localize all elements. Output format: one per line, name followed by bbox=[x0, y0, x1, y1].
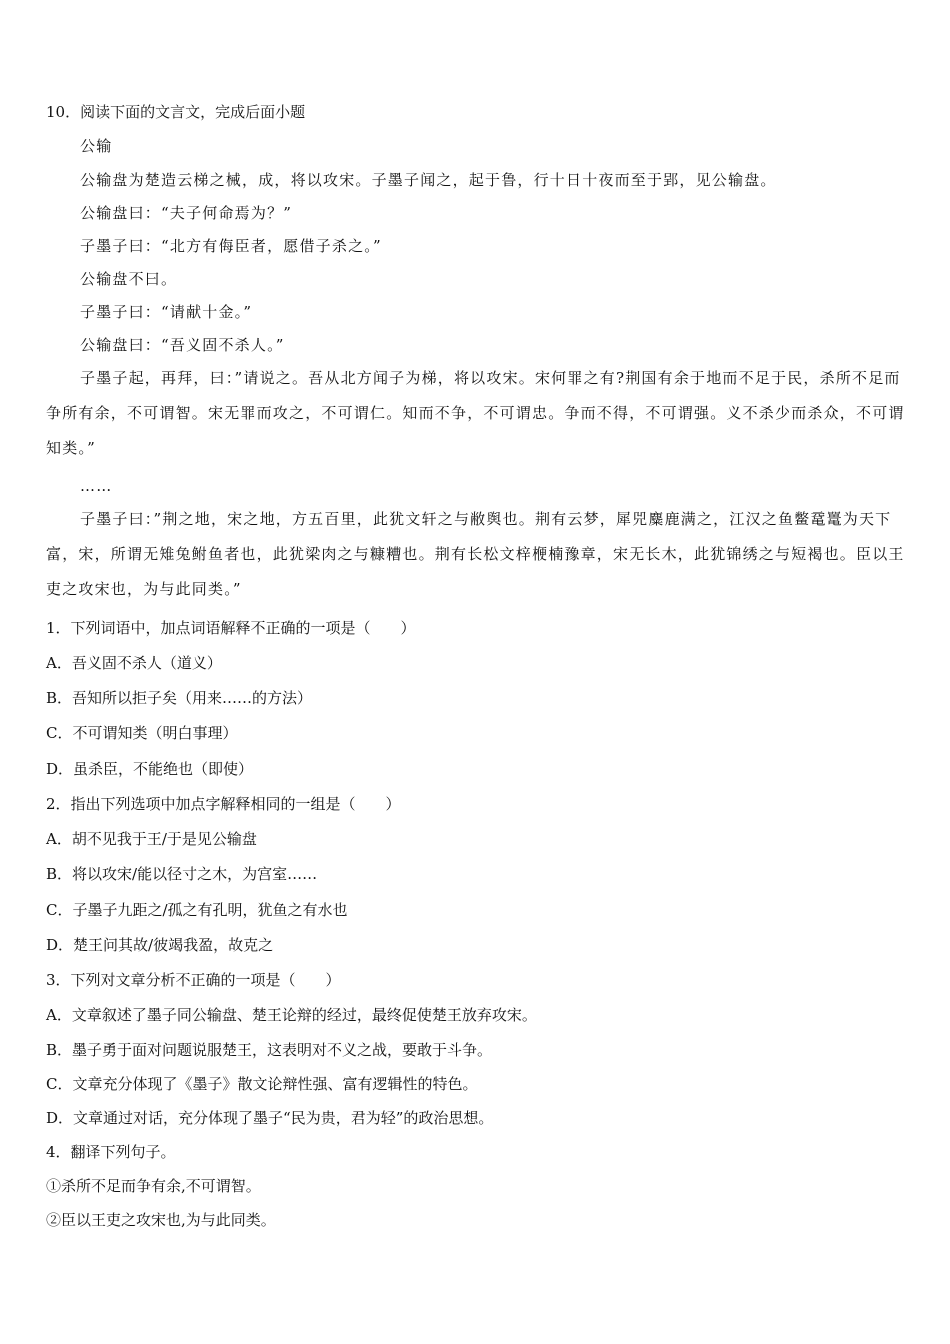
passage-paragraph: 子墨子曰：”荆之地，宋之地，方五百里，此犹文轩之与敝舆也。荆有云梦，犀兕麋鹿满之，江汉之鱼鳖鼋鼍为天下富，宋，所谓无雉兔鲋鱼者也，此犹梁肉之与糠糟也。荆有长松文梓楩楠豫章，宋无长木，此犹锦绣之与短褐也。臣以王吏之攻宋也，为与此同类。” bbox=[46, 510, 905, 598]
passage-paragraph: 公输盘曰：“夫子何命焉为？” bbox=[80, 204, 293, 222]
question-4-sentence: ①杀所不足而争有余,不可谓智。 bbox=[46, 1177, 261, 1195]
question-2-option: D．楚王问其故/彼竭我盈，故克之 bbox=[46, 936, 274, 954]
passage-paragraph: 子墨子起，再拜，曰：”请说之。吾从北方闻子为梯，将以攻宋。宋何罪之有?荆国有余于地而不足于民，杀所不足而争所有余，不可谓智。宋无罪而攻之，不可谓仁。知而不争，不可谓忠。争而不得，不可谓强。义不杀少而杀众，不可谓知类。” bbox=[46, 369, 905, 457]
question-2-stem: 2．指出下列选项中加点字解释相同的一组是（ ） bbox=[46, 795, 401, 813]
question-4-stem: 4．翻译下列句子。 bbox=[46, 1143, 176, 1161]
question-3-option: C．文章充分体现了《墨子》散文论辩性强、富有逻辑性的特色。 bbox=[46, 1075, 478, 1093]
question-1-stem: 1．下列词语中，加点词语解释不正确的一项是（ ） bbox=[46, 619, 416, 637]
question-3-option: B．墨子勇于面对问题说服楚王，这表明对不义之战，要敢于斗争。 bbox=[46, 1041, 493, 1059]
question-1-option: B．吾知所以拒子矣（用来……的方法） bbox=[46, 689, 313, 707]
question-3-stem: 3．下列对文章分析不正确的一项是（ ） bbox=[46, 971, 341, 989]
question-1-option: C．不可谓知类（明白事理） bbox=[46, 724, 238, 742]
question-3-option: D．文章通过对话，充分体现了墨子“民为贵，君为轻”的政治思想。 bbox=[46, 1109, 494, 1127]
passage-ellipsis: …… bbox=[80, 477, 113, 495]
question-header: 10．阅读下面的文言文，完成后面小题 bbox=[46, 103, 306, 121]
passage-title: 公输 bbox=[80, 137, 113, 155]
passage-paragraph: 公输盘为楚造云梯之械，成，将以攻宋。子墨子闻之，起于鲁，行十日十夜而至于郢，见公输盘。 bbox=[80, 171, 777, 189]
passage-paragraph: 公输盘曰：“吾义固不杀人。” bbox=[80, 336, 285, 354]
question-2-option: B．将以攻宋/能以径寸之木，为宫室…… bbox=[46, 865, 318, 883]
question-1-option: A．吾义固不杀人（道义） bbox=[46, 654, 222, 672]
passage-paragraph: 子墨子曰：“北方有侮臣者，愿借子杀之。” bbox=[80, 237, 382, 255]
question-2-option: C．子墨子九距之/孤之有孔明，犹鱼之有水也 bbox=[46, 901, 348, 919]
question-2-option: A．胡不见我于王/于是见公输盘 bbox=[46, 830, 257, 848]
question-1-option: D．虽杀臣，不能绝也（即使） bbox=[46, 760, 254, 778]
passage-paragraph: 子墨子曰：“请献十金。” bbox=[80, 303, 253, 321]
question-3-option: A．文章叙述了墨子同公输盘、楚王论辩的经过，最终促使楚王放弃攻宋。 bbox=[46, 1006, 537, 1024]
passage-paragraph: 公输盘不曰。 bbox=[80, 270, 178, 288]
question-4-sentence: ②臣以王吏之攻宋也,为与此同类。 bbox=[46, 1211, 276, 1229]
